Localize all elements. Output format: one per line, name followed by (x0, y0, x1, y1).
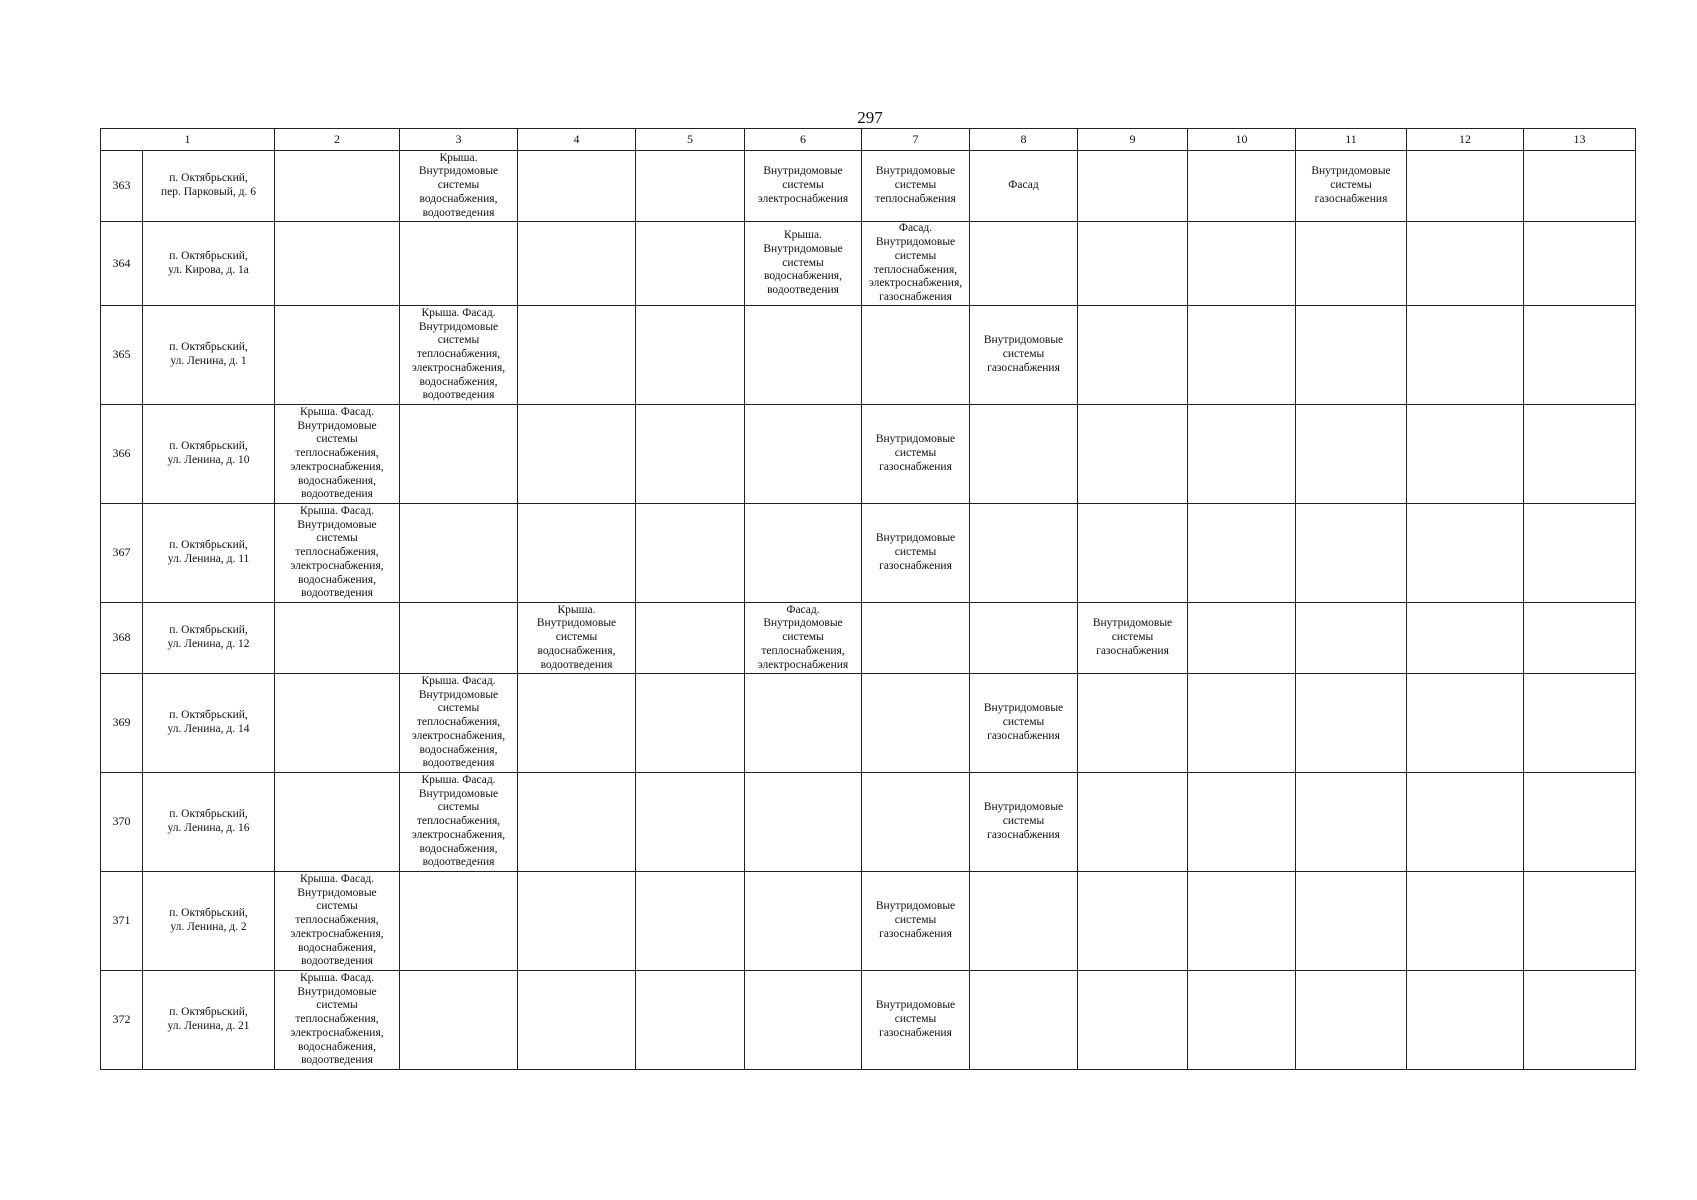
column-number-header: 13 (1524, 129, 1636, 151)
work-type-cell: Крыша. Внутридомовые системы водоснабжения, водоотведения (400, 151, 518, 222)
work-type-cell (1407, 222, 1524, 306)
work-type-cell (1296, 504, 1407, 603)
work-type-cell (1188, 151, 1296, 222)
table-row (101, 405, 1636, 504)
work-type-cell (745, 773, 862, 872)
work-type-cell (1078, 306, 1188, 405)
work-type-cell (1407, 773, 1524, 872)
address-cell: п. Октябрьский, ул. Ленина, д. 2 (143, 872, 275, 971)
row-number: 363 (101, 151, 143, 222)
work-type-cell (1188, 405, 1296, 504)
work-type-cell (1524, 603, 1636, 674)
column-number-header: 10 (1188, 129, 1296, 151)
work-type-cell (518, 674, 636, 773)
row-number: 364 (101, 222, 143, 306)
work-type-cell (1407, 504, 1524, 603)
work-type-cell: Крыша. Фасад. Внутридомовые системы теплоснабжения, электроснабжения, водоснабжения, водоотведения (275, 872, 400, 971)
row-number: 370 (101, 773, 143, 872)
address-cell: п. Октябрьский, ул. Ленина, д. 14 (143, 674, 275, 773)
work-type-cell (518, 405, 636, 504)
work-type-cell (518, 872, 636, 971)
table-row (101, 674, 1636, 773)
work-type-cell (970, 603, 1078, 674)
work-type-cell (1188, 773, 1296, 872)
work-type-cell (862, 306, 970, 405)
work-type-cell (970, 405, 1078, 504)
work-type-cell (1407, 306, 1524, 405)
row-number: 371 (101, 872, 143, 971)
table-row (101, 504, 1636, 603)
row-number: 367 (101, 504, 143, 603)
work-type-cell (1188, 504, 1296, 603)
work-type-cell (1524, 222, 1636, 306)
work-type-cell (1524, 306, 1636, 405)
work-type-cell (1407, 151, 1524, 222)
table-row (101, 222, 1636, 306)
work-type-cell (400, 222, 518, 306)
work-type-cell: Крыша. Фасад. Внутридомовые системы теплоснабжения, электроснабжения, водоснабжения, водоотведения (275, 405, 400, 504)
work-type-cell (275, 603, 400, 674)
address-cell: п. Октябрьский, ул. Ленина, д. 16 (143, 773, 275, 872)
work-type-cell (1524, 872, 1636, 971)
address-cell: п. Октябрьский, ул. Ленина, д. 21 (143, 971, 275, 1070)
column-number-header: 9 (1078, 129, 1188, 151)
work-type-cell (970, 872, 1078, 971)
row-number: 366 (101, 405, 143, 504)
work-type-cell (1407, 971, 1524, 1070)
work-type-cell: Крыша. Внутридомовые системы водоснабжения, водоотведения (745, 222, 862, 306)
work-type-cell: Крыша. Фасад. Внутридомовые системы теплоснабжения, электроснабжения, водоснабжения, водоотведения (400, 306, 518, 405)
work-type-cell (745, 872, 862, 971)
work-type-cell (1296, 674, 1407, 773)
work-type-cell (1078, 872, 1188, 971)
work-type-cell (518, 773, 636, 872)
work-type-cell (400, 603, 518, 674)
work-type-cell (1296, 306, 1407, 405)
work-type-cell (275, 674, 400, 773)
work-type-cell (1078, 151, 1188, 222)
work-type-cell (1296, 773, 1407, 872)
work-type-cell (518, 971, 636, 1070)
work-type-cell (1524, 971, 1636, 1070)
work-type-cell (970, 504, 1078, 603)
column-number-header: 2 (275, 129, 400, 151)
work-type-cell (1188, 971, 1296, 1070)
work-type-cell (275, 306, 400, 405)
work-type-cell (400, 405, 518, 504)
work-type-cell: Фасад. Внутридомовые системы теплоснабжения, электроснабжения, газоснабжения (862, 222, 970, 306)
work-type-cell (518, 504, 636, 603)
row-number: 368 (101, 603, 143, 674)
work-type-cell (636, 971, 745, 1070)
work-type-cell: Крыша. Фасад. Внутридомовые системы теплоснабжения, электроснабжения, водоснабжения, водоотведения (400, 674, 518, 773)
work-type-cell (1407, 872, 1524, 971)
work-type-cell (1296, 872, 1407, 971)
work-type-cell: Внутридомовые системы газоснабжения (970, 306, 1078, 405)
work-type-cell (745, 504, 862, 603)
address-cell: п. Октябрьский, ул. Ленина, д. 1 (143, 306, 275, 405)
work-type-cell (1524, 151, 1636, 222)
work-type-cell (1407, 603, 1524, 674)
work-type-cell (636, 504, 745, 603)
column-number-header: 3 (400, 129, 518, 151)
work-type-cell (636, 151, 745, 222)
work-type-cell: Внутридомовые системы электроснабжения (745, 151, 862, 222)
column-number-header: 6 (745, 129, 862, 151)
work-type-cell: Крыша. Фасад. Внутридомовые системы теплоснабжения, электроснабжения, водоснабжения, водоотведения (275, 971, 400, 1070)
table-row (101, 971, 1636, 1070)
work-type-cell (1188, 872, 1296, 971)
work-type-cell (1296, 603, 1407, 674)
work-type-cell (636, 603, 745, 674)
address-cell: п. Октябрьский, пер. Парковый, д. 6 (143, 151, 275, 222)
work-type-cell (1524, 504, 1636, 603)
work-type-cell (636, 405, 745, 504)
work-type-cell (970, 971, 1078, 1070)
work-type-cell (1524, 405, 1636, 504)
work-type-cell (970, 222, 1078, 306)
work-type-cell (745, 306, 862, 405)
address-cell: п. Октябрьский, ул. Ленина, д. 10 (143, 405, 275, 504)
work-type-cell (1078, 222, 1188, 306)
work-type-cell: Внутридомовые системы газоснабжения (1296, 151, 1407, 222)
work-type-cell: Внутридомовые системы газоснабжения (970, 674, 1078, 773)
work-type-cell (1188, 674, 1296, 773)
work-type-cell: Внутридомовые системы теплоснабжения (862, 151, 970, 222)
work-type-cell (1524, 674, 1636, 773)
address-cell: п. Октябрьский, ул. Кирова, д. 1а (143, 222, 275, 306)
work-type-cell (745, 405, 862, 504)
work-type-cell: Крыша. Внутридомовые системы водоснабжения, водоотведения (518, 603, 636, 674)
work-type-cell (636, 306, 745, 405)
work-type-cell: Фасад (970, 151, 1078, 222)
work-type-cell: Внутридомовые системы газоснабжения (862, 872, 970, 971)
work-type-cell (275, 151, 400, 222)
address-cell: п. Октябрьский, ул. Ленина, д. 12 (143, 603, 275, 674)
table-row (101, 773, 1636, 872)
work-type-cell (518, 222, 636, 306)
work-type-cell (1188, 306, 1296, 405)
work-type-cell (275, 773, 400, 872)
repair-schedule-table (100, 128, 1636, 1070)
work-type-cell: Фасад. Внутридомовые системы теплоснабжения, электроснабжения (745, 603, 862, 674)
work-type-cell (1524, 773, 1636, 872)
work-type-cell (745, 971, 862, 1070)
header-row (101, 129, 1636, 151)
column-number-header: 8 (970, 129, 1078, 151)
work-type-cell (1078, 405, 1188, 504)
work-type-cell (275, 222, 400, 306)
work-type-cell (862, 674, 970, 773)
column-number-header: 5 (636, 129, 745, 151)
column-number-header: 12 (1407, 129, 1524, 151)
column-number-header: 4 (518, 129, 636, 151)
table-row (101, 151, 1636, 222)
work-type-cell (862, 773, 970, 872)
work-type-cell (1296, 405, 1407, 504)
work-type-cell: Внутридомовые системы газоснабжения (970, 773, 1078, 872)
work-type-cell: Крыша. Фасад. Внутридомовые системы теплоснабжения, электроснабжения, водоснабжения, водоотведения (275, 504, 400, 603)
page-number: 297 (857, 108, 883, 127)
row-number: 372 (101, 971, 143, 1070)
address-cell: п. Октябрьский, ул. Ленина, д. 11 (143, 504, 275, 603)
work-type-cell (1078, 674, 1188, 773)
work-type-cell (400, 872, 518, 971)
work-type-cell (1188, 603, 1296, 674)
work-type-cell (1078, 773, 1188, 872)
table-row (101, 603, 1636, 674)
work-type-cell: Внутридомовые системы газоснабжения (862, 504, 970, 603)
work-type-cell: Внутридомовые системы газоснабжения (1078, 603, 1188, 674)
work-type-cell (1407, 674, 1524, 773)
work-type-cell (636, 872, 745, 971)
work-type-cell (400, 971, 518, 1070)
work-type-cell: Внутридомовые системы газоснабжения (862, 971, 970, 1070)
work-type-cell (1188, 222, 1296, 306)
work-type-cell (1078, 971, 1188, 1070)
work-type-cell (745, 674, 862, 773)
work-type-cell (518, 306, 636, 405)
work-type-cell (636, 773, 745, 872)
column-number-header: 7 (862, 129, 970, 151)
work-type-cell (636, 222, 745, 306)
work-type-cell (1296, 222, 1407, 306)
work-type-cell (518, 151, 636, 222)
table-row (101, 306, 1636, 405)
work-type-cell (636, 674, 745, 773)
work-type-cell (862, 603, 970, 674)
work-type-cell: Внутридомовые системы газоснабжения (862, 405, 970, 504)
column-number-header: 11 (1296, 129, 1407, 151)
table-row (101, 872, 1636, 971)
work-type-cell (400, 504, 518, 603)
work-type-cell (1407, 405, 1524, 504)
row-number: 369 (101, 674, 143, 773)
work-type-cell: Крыша. Фасад. Внутридомовые системы теплоснабжения, электроснабжения, водоснабжения, водоотведения (400, 773, 518, 872)
column-number-header: 1 (101, 129, 275, 151)
work-type-cell (1296, 971, 1407, 1070)
work-type-cell (1078, 504, 1188, 603)
row-number: 365 (101, 306, 143, 405)
